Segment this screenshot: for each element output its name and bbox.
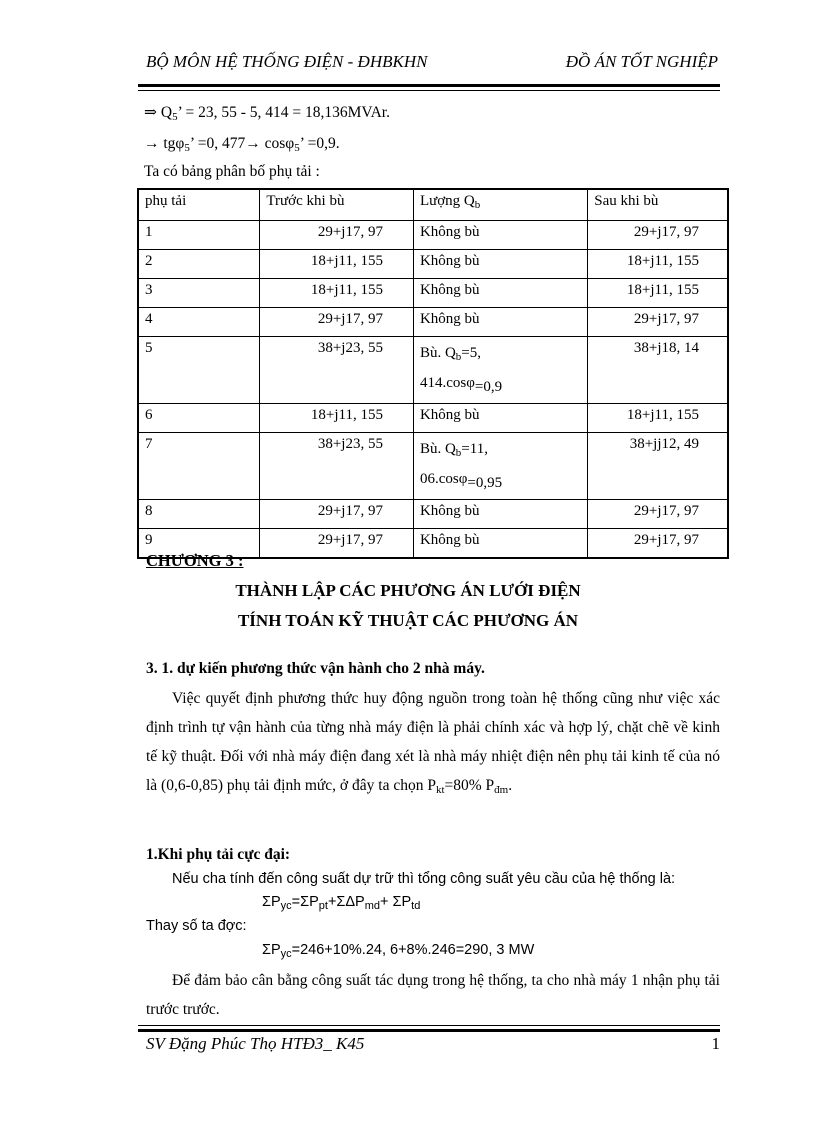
cell-load-id: 8 [138, 500, 260, 529]
cell-before: 18+j11, 155 [260, 250, 414, 279]
table-row [138, 250, 728, 279]
cell-amount: Không bù [413, 279, 587, 308]
intro-line-table-caption: Ta có bảng phân bố phụ tải : [144, 163, 320, 180]
header-project-title: ĐỒ ÁN TỐT NGHIỆP [565, 52, 718, 71]
chapter-title-line-2: TÍNH TOÁN KỸ THUẬT CÁC PHƯƠNG ÁN [237, 611, 579, 630]
header-department: BỘ MÔN HỆ THỐNG ĐIỆN - ĐHBKHN [146, 52, 428, 71]
subsection-line-3: Thay số ta đợc: [146, 918, 247, 934]
col-header-amount: Lượng $Q_b$ [413, 189, 587, 221]
cell-after: 29+j17, 97 [588, 221, 728, 250]
cell-load-id: 9 [138, 529, 260, 559]
cell-after: 29+j17, 97 [588, 500, 728, 529]
col-header-load: phụ tải [138, 189, 260, 221]
cell-amount: Không bù [413, 500, 587, 529]
table-row [138, 500, 728, 529]
cell-amount: Bù. $Q_b=5$, 414.cosφ$_{=0,9}$ [413, 337, 587, 404]
table-row [138, 279, 728, 308]
cell-after: 38+jj12, 49 [588, 433, 728, 500]
formula-total-power: $\Sigma P_{yc}=\Sigma P_{pt}+\Sigma\Delta P_{md}+ \Sigma P_{td}$ [262, 894, 421, 912]
cell-load-id: 3 [138, 279, 260, 308]
header-rule-thin [138, 90, 720, 91]
table-header-row [138, 189, 728, 221]
footer-author: SV Đặng Phúc Thọ HTĐ3_ K45 [146, 1034, 365, 1053]
cell-after: 29+j17, 97 [588, 308, 728, 337]
cell-load-id: 1 [138, 221, 260, 250]
col-header-before: Trước khi bù [260, 189, 414, 221]
page-header [146, 52, 718, 78]
cell-before: 29+j17, 97 [260, 529, 414, 559]
formula-total-power-value: $\Sigma P_{yc}=246+10\%.24$, 6+8%.246=290, 3 MW [262, 942, 535, 960]
cell-amount: Không bù [413, 250, 587, 279]
header-rule-thick [138, 84, 720, 87]
page-footer [146, 1034, 720, 1054]
cell-amount: Bù. $Q_b=11$, 06.cosφ$_{=0,95}$ [413, 433, 587, 500]
col-header-after: Sau khi bù [588, 189, 728, 221]
cell-before: 29+j17, 97 [260, 221, 414, 250]
page-number: 1 [711, 1034, 720, 1053]
cell-before: 38+j23, 55 [260, 433, 414, 500]
cell-before: 29+j17, 97 [260, 500, 414, 529]
footer-rule-thin [138, 1025, 720, 1026]
cell-load-id: 4 [138, 308, 260, 337]
intro-line-q5: ⇒ $Q_5$’ = 23, 55 - 5, 414 = 18,136MVAr. [144, 104, 390, 123]
table-row [138, 308, 728, 337]
cell-after: 18+j11, 155 [588, 279, 728, 308]
cell-load-id: 7 [138, 433, 260, 500]
cell-before: 29+j17, 97 [260, 308, 414, 337]
cell-before: 18+j11, 155 [260, 279, 414, 308]
cell-amount: Không bù [413, 404, 587, 433]
cell-load-id: 6 [138, 404, 260, 433]
cell-after: 38+j18, 14 [588, 337, 728, 404]
cell-after: 29+j17, 97 [588, 529, 728, 559]
subsection-heading: 1.Khi phụ tải cực đại: [146, 846, 291, 863]
cell-amount: Không bù [413, 308, 587, 337]
cell-load-id: 2 [138, 250, 260, 279]
balance-paragraph: Để đảm bảo cân bằng công suất tác dụng trong hệ thống, ta cho nhà máy 1 nhận phụ tải trước trước. [146, 972, 720, 1018]
footer-rule-thick [138, 1029, 720, 1032]
cell-before: 38+j23, 55 [260, 337, 414, 404]
section-paragraph: Việc quyết định phương thức huy động nguồn trong toàn hệ thống cũng như việc xác định trình tự vận hành của từng nhà máy điện là phải chính xác và hợp lý, chặt chẽ về kinh tế kỹ thuật. Đối với nhà máy điện đang xét là nhà máy nhiệt điện nên phụ tải kinh tế của nó là (0,6-0,85) phụ tải định mức, ở đây ta chọn $P_{kt}=80\%$ $P_{đm}$. [146, 690, 720, 796]
subsection-line-1: Nếu cha tính đến công suất dự trữ thì tổng công suất yêu cầu của hệ thống là: [172, 871, 676, 887]
cell-amount: Không bù [413, 221, 587, 250]
cell-before: 18+j11, 155 [260, 404, 414, 433]
table-row [138, 433, 728, 500]
chapter-title-line-1: THÀNH LẬP CÁC PHƯƠNG ÁN LƯỚI ĐIỆN [235, 581, 581, 600]
cell-amount: Không bù [413, 529, 587, 559]
cell-load-id: 5 [138, 337, 260, 404]
table-row [138, 337, 728, 404]
chapter-label: CHƯƠNG 3 : [146, 551, 244, 570]
cell-after: 18+j11, 155 [588, 250, 728, 279]
intro-line-tg: → tgφ$_5$’ =0, 477→ cosφ$_5$’ =0,9. [144, 135, 340, 154]
table-row [138, 404, 728, 433]
load-distribution-table [137, 188, 729, 559]
section-heading: 3. 1. dự kiến phương thức vận hành cho 2 nhà máy. [146, 660, 485, 677]
cell-after: 18+j11, 155 [588, 404, 728, 433]
table-row [138, 221, 728, 250]
